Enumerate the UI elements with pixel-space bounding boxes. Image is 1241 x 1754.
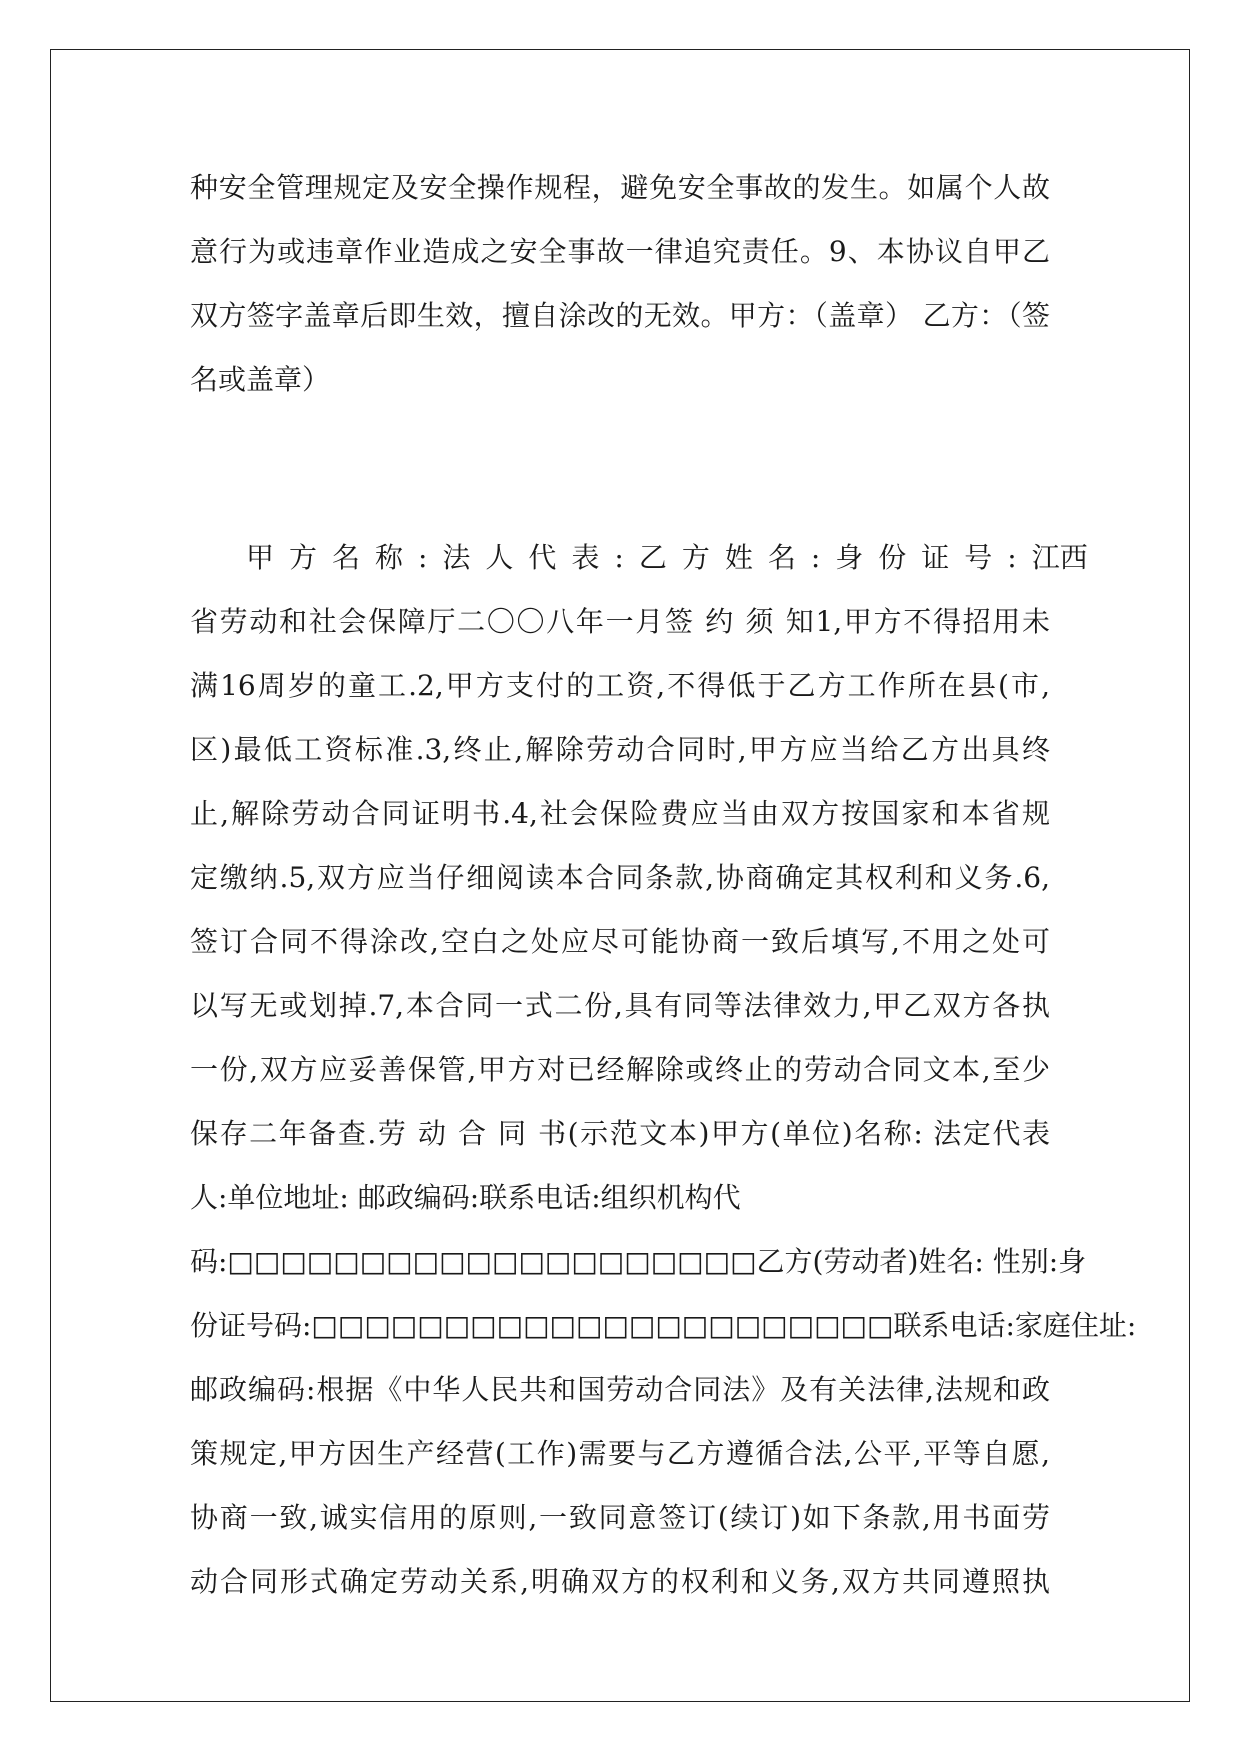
text-line: 份证号码:□□□□□□□□□□□□□□□□□□□□□□联系电话:家庭住址: [190, 1309, 1137, 1342]
text-line: 定缴纳.5,双方应当仔细阅读本合同条款,协商确定其权利和义务.6, [190, 861, 1050, 894]
text-line: 签订合同不得涂改,空白之处应尽可能协商一致后填写,不用之处可 [190, 925, 1050, 958]
text-line: 以写无或划掉.7,本合同一式二份,具有同等法律效力,甲乙双方各执 [190, 989, 1050, 1022]
text-line: 满16周岁的童工.2,甲方支付的工资,不得低于乙方工作所在县(市, [190, 669, 1050, 702]
text-line: 码:□□□□□□□□□□□□□□□□□□□□乙方(劳动者)姓名: 性别:身 [190, 1245, 1087, 1278]
paragraph-spacer [190, 412, 1050, 526]
text-line: 意行为或违章作业造成之安全事故一律追究责任。9、本协议自甲乙 [190, 235, 1050, 268]
text-line: 动合同形式确定劳动关系,明确双方的权利和义务,双方共同遵照执 [190, 1565, 1050, 1598]
text-line: 邮政编码:根据《中华人民共和国劳动合同法》及有关法律,法规和政 [190, 1373, 1050, 1406]
paragraph-2 [190, 526, 1137, 1614]
text-line: 人:单位地址: 邮政编码:联系电话:组织机构代 [190, 1181, 741, 1214]
text-line: 止,解除劳动合同证明书.4,社会保险费应当由双方按国家和本省规 [190, 797, 1050, 830]
text-line: 保存二年备查.劳 动 合 同 书(示范文本)甲方(单位)名称: 法定代表 [190, 1117, 1050, 1150]
text-line: 种安全管理规定及安全操作规程，避免安全事故的发生。如属个人故 [190, 171, 1050, 204]
text-line-tail: 江西 [1031, 541, 1088, 574]
document-body [190, 156, 1137, 1614]
text-line: 区)最低工资标准.3,终止,解除劳动合同时,甲方应当给乙方出具终 [190, 733, 1050, 766]
paragraph-1 [190, 156, 1050, 412]
text-line-indented [190, 526, 1088, 590]
text-line: 策规定,甲方因生产经营(工作)需要与乙方遵循合法,公平,平等自愿, [190, 1437, 1050, 1470]
text-line: 协商一致,诚实信用的原则,一致同意签订(续订)如下条款,用书面劳 [190, 1501, 1050, 1534]
text-line: 双方签字盖章后即生效，擅自涂改的无效。甲方：（盖章） 乙方：（签 [190, 299, 1050, 332]
text-line: 名或盖章） [190, 363, 331, 396]
text-line: 一份,双方应妥善保管,甲方对已经解除或终止的劳动合同文本,至少 [190, 1053, 1050, 1086]
spaced-field-labels: 甲方名称:法人代表:乙方姓名:身份证号: [246, 541, 1032, 574]
text-line: 省劳动和社会保障厅二〇〇八年一月签 约 须 知1,甲方不得招用未 [190, 605, 1050, 638]
